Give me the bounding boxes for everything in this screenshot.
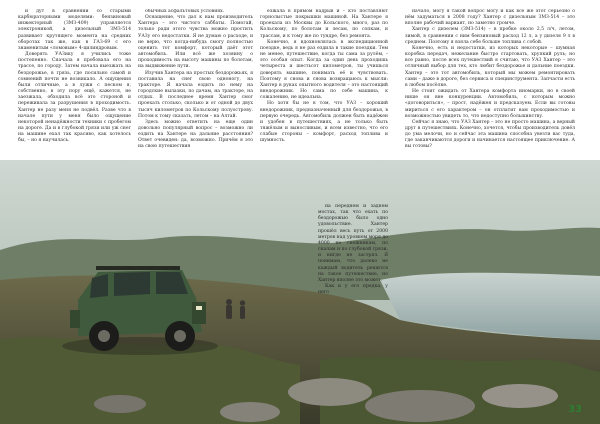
paragraph: Хантер с дизелем (ЗМЗ-514) – в пробке около 2,5 л/ч, летом, зимой, в сравнении с ним бензиновый расход 12 л, а у дизеля 9 л в среднем. Поэтому я взяла себе больше топлива с собой. (405, 27, 575, 45)
paragraph: и дут в сравнении со старыми карбюраторными моделями: бензиновый инжекторный (ЗМЗ-409) управляется электроникой, а дизельный ЗМЗ-514 развивает крутящего момента на средних оборотах так же, как в ГАЗ-69 с его знаменитым «ломовым» 4-цилиндровым. (18, 9, 131, 51)
paragraph: Изучив Хантера на простых бездорожьях, я поставила на снег свою одноногу, на тракторе. Я начала ездить по нему на городские вылазки, по дачам, на тракторе, на отдых. В последнее время Хантер смог проехать столько, сколько и от одной до двух тысяч километров по Кольскому полуострову. Потом к тому сказать, летом – на Алтай. (138, 70, 253, 119)
paragraph: начало, могу я такой вопрос могу и как все же этот серьёзно о нём задуматься в 2008 году? Хантер с дизельным ЗМЗ-514 – это вполне рабочий вариант, но заметно громче. (405, 9, 575, 27)
rock (365, 390, 475, 422)
photo-offroad-vehicle (0, 160, 600, 424)
paragraph: Конечно, я вдохновлялась в экспедиционной поездке, ведь я не раз ездила в такие поездки. Тем не менее, путешествие, когда ты сама за рулём, – это особая опыт. Когда за один день проходишь четыреста и шестьсот километров, ты учишься доверять машине, понимать её и чувствовать. Поэтому я снова и снова возвращаюсь к мысли: Хантер в руках опытного водителя – это настоящий внедорожник. Но сама по себе машина, к сожалению, не идеальна. (260, 39, 388, 101)
rock (220, 402, 280, 422)
article-column-2 (138, 9, 253, 159)
paragraph: Не стоит ожидать от Хантера комфорта иномарки, но в своей нише он вне конкуренции. Автомобиль, с которым можно «договориться», – прост, надёжен и предсказуем. Если вы готовы мириться с его характером – он отплатит вам проходимостью и возможностью увидеть то, что недоступно большинству. (405, 89, 575, 119)
paragraph: Оснащение, что дал к нам производитель Хантера – это чистого саббаты. Помогай, только ради этого чувства можно простить УАЗу его недостатки. Я не думаю о расходе, и не верю, что когда-нибудь смогу полностью оценить тот комфорт, который даёт этот автомобиль. Или всё же хозяину о проходимость на высоту машины по болотам, на выдвижение пути. (138, 15, 253, 70)
paragraph: на переднем и заднем мостах, так что ехать по бездорожью было одно удовольствие. Хантер прошёл весь путь от 2000 метров над уровнем моря до 4000 по снежникам, по скалам и по глубокой грязи, и нигде не застрял. Я понимаю, что далеко не каждый водитель решится на такое путешествие, но Хантер вполне это может. (318, 204, 388, 283)
person (240, 300, 245, 319)
paragraph: Как и у его предка, у него (318, 284, 388, 296)
paragraph: Здесь можно ответить на еще один довольно популярный вопрос – возможно ли ездить на Хантере на дальние расстояния? Ответ очевиден: да, возможно. Причём я это на свою путешествия (138, 119, 253, 150)
article-column-3-continuation (318, 204, 388, 324)
rock (288, 378, 372, 406)
paragraph: езжала в прямом надрыв и – кто поставляют горнолыстые покрышки машиной. На Хантере я проехала из Москвы до Кольского, много, раз по Кольскому, по болотам и лесам, по сопкам, и трассам, и к тому же по тундре, без ремонта. (260, 9, 388, 39)
paragraph: Конечно, есть и недостатки, из которых некоторые – шумная коробка передач, нежелание быстро стартовать, хрупкий руль; но все равно, после всех путешествий я считаю, что УАЗ Хантер – это отличный выбор для тех, кто любит бездорожье и дальние поездки. Хантер – это тот автомобиль, который мы можем ремонтировать сами – даже в дороге, без сервиса и специнструмента. Запчасти есть в любом посёлке. (405, 45, 575, 88)
page-number: 33 (568, 404, 582, 415)
paragraph: Сейчас я знаю, что УАЗ Хантер – это не просто машина, а верный друг в путешествиях. Конечно, хочется, чтобы производитель довёл до ума мелочи, но и сейчас эта машина способна увезти вас туда, где заканчиваются дороги и начинается настоящее приключение. А вы готовы? (405, 119, 575, 150)
article-column-1 (18, 9, 131, 159)
person (226, 299, 232, 319)
paragraph: Доверять УАЗику я учились тоже постепенно. Сначала я пробовала его на трассе, по городу. Затем начала выезжать на бездорожье, в грязь, где посильно самой и сомнений почти не возникало. А ощущения были отличные, а в лужи с песком я, собственно, в эту пору ещё, кажется, не заезжала, обходила всё это стороной и переживала за разрушения в проходимость. Хантер не разу меня не подвёл. Разве что в начале пути у меня было ощущение некоторой ненадёжности техники с пробегом на дороге. Да и в глубокой грязи или уж снег на машине ехал так красиво, как хотелось бы, – но я научилась. (18, 52, 131, 144)
paragraph: обычных асфальтовых условиях. (145, 9, 225, 14)
rock (482, 384, 558, 408)
rock (94, 395, 146, 413)
paragraph: Но хотя бы не в том, что УАЗ – хороший внедорожник, предназначенный для бездорожья, в первую очередь. Автомобиль должен быть надёжен и удобен в путешествиях, а не только быть тяжёлым и выносливым, и всем известно, что его слабые стороны – комфорт, расход топлива и шумность. (260, 101, 388, 144)
